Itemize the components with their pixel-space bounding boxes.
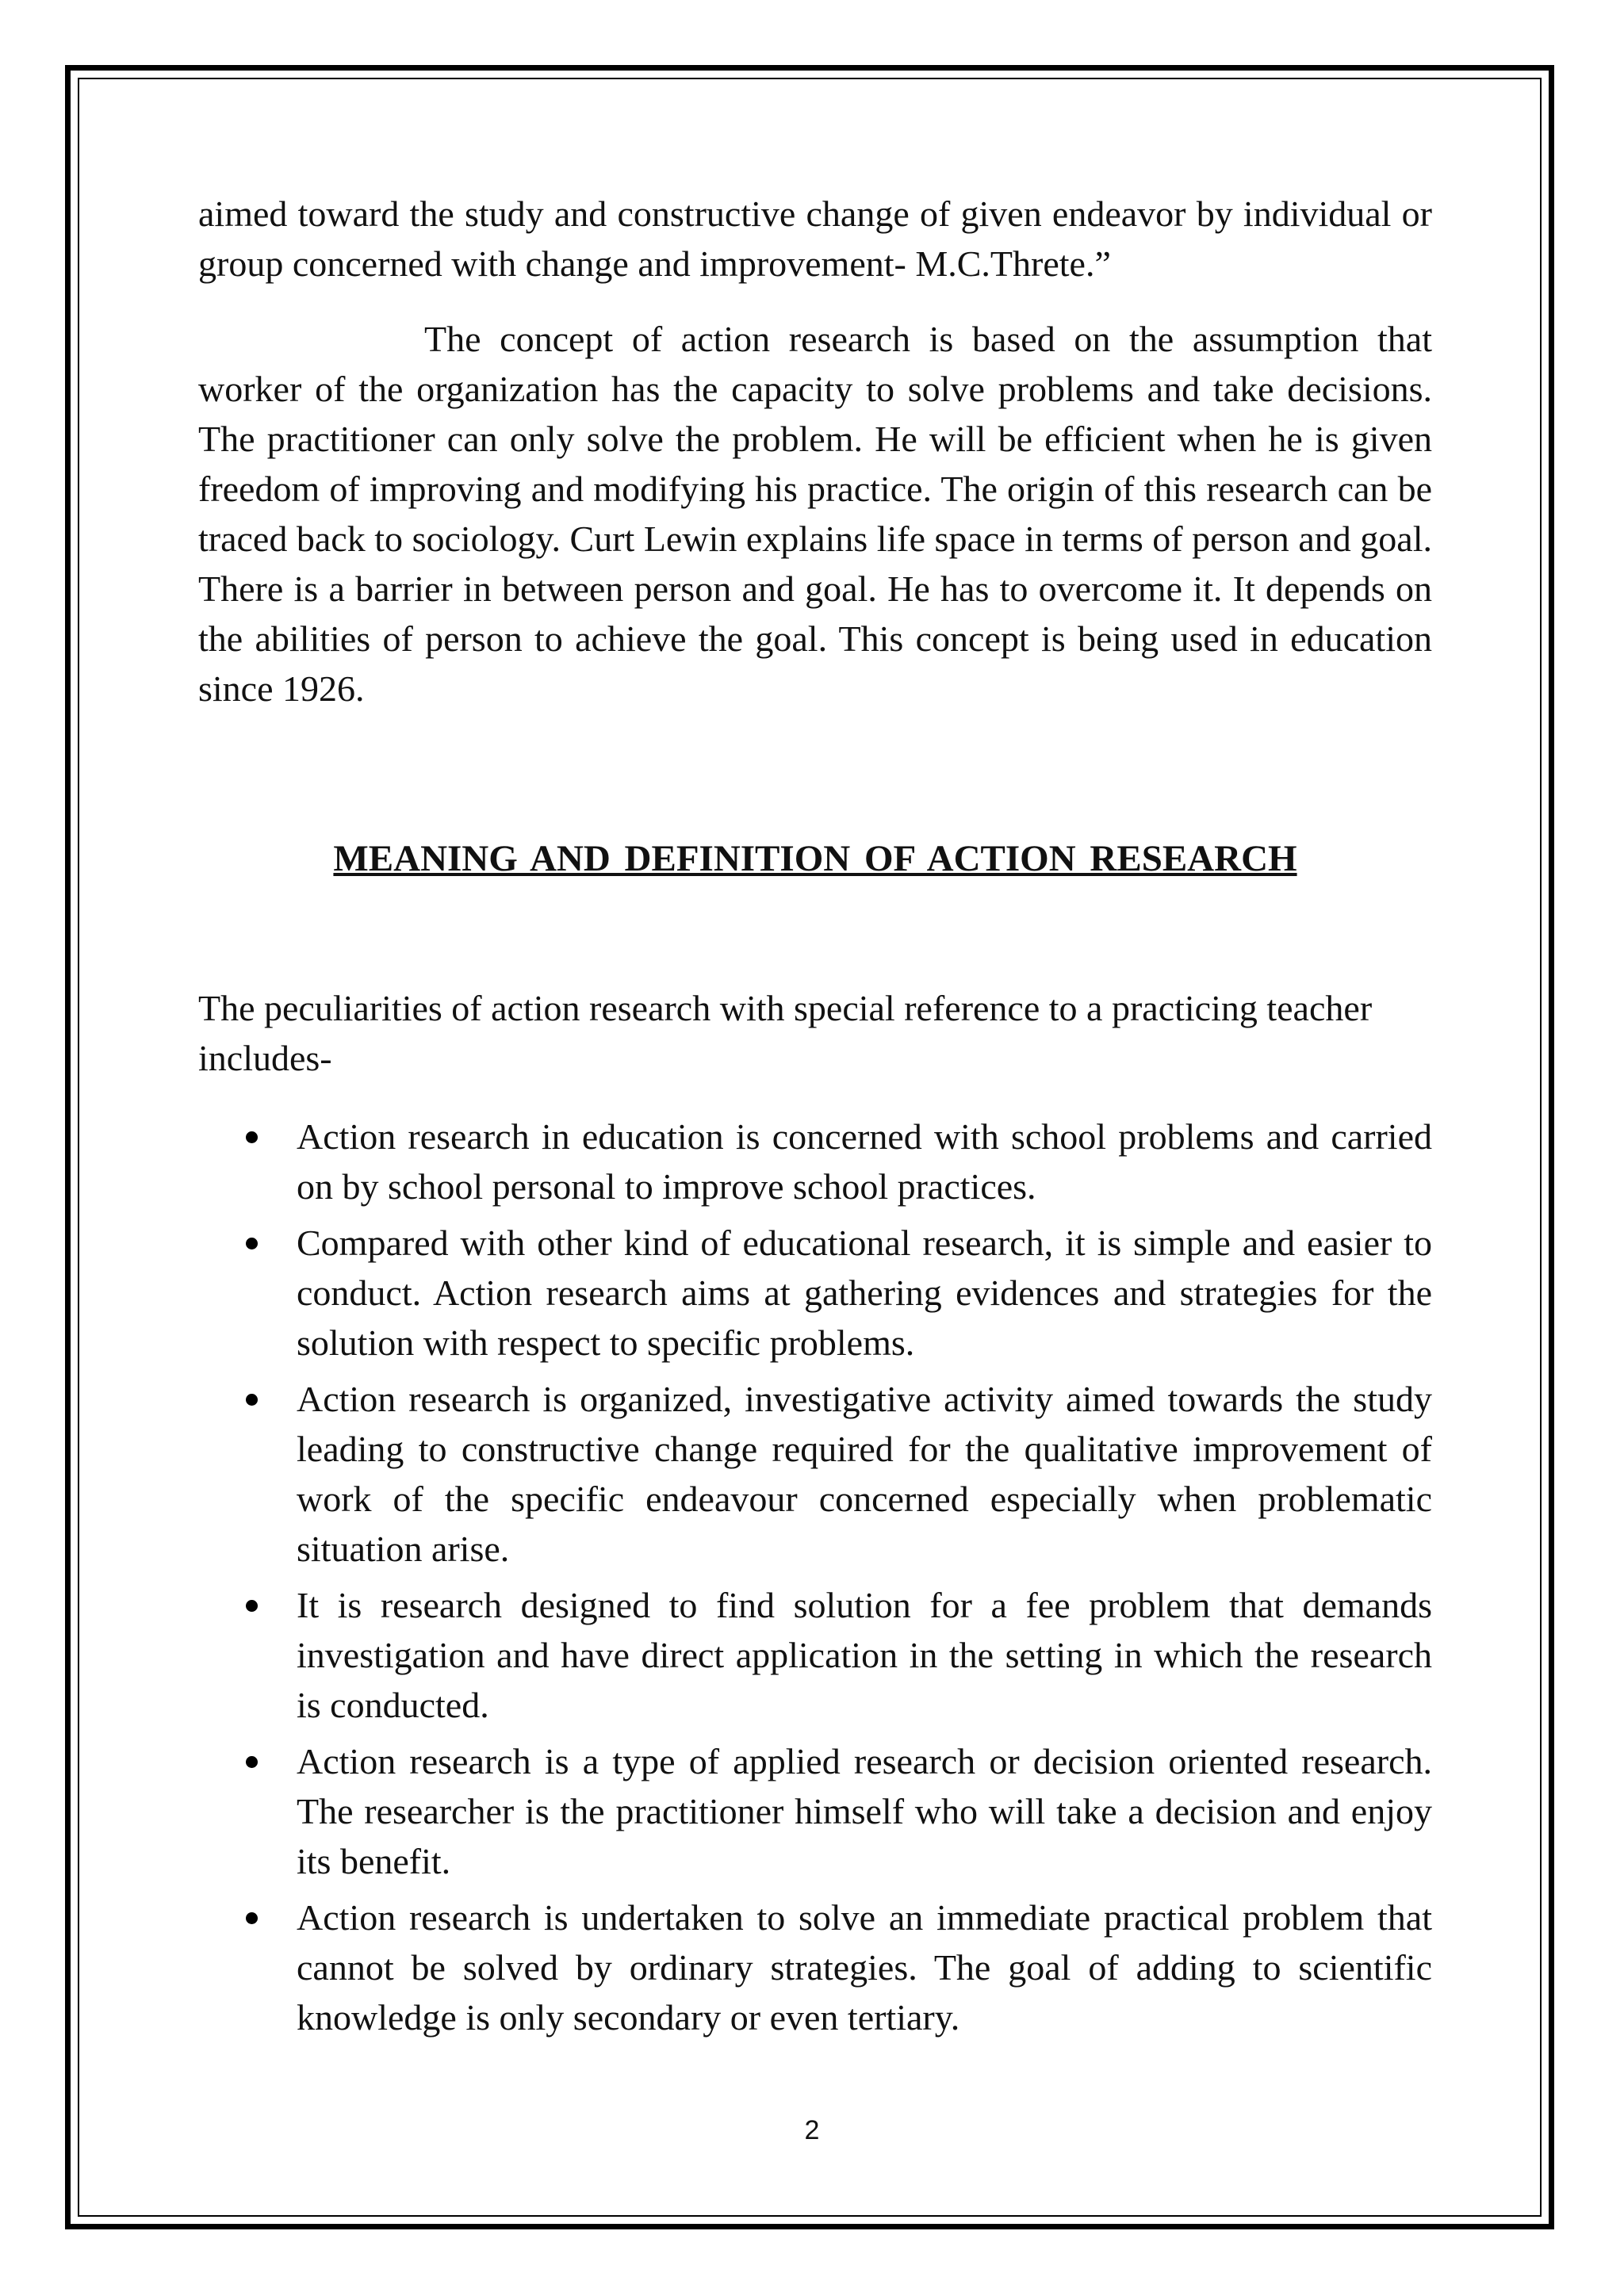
intro-paragraph: The peculiarities of action research with special reference to a practicing teacher includes-	[198, 988, 1373, 1078]
list-item	[198, 1112, 1432, 1211]
bullet-icon	[246, 1756, 258, 1768]
bullet-icon	[246, 1600, 258, 1612]
list-item-text: Compared with other kind of educational research, it is simple and easier to conduct. Action research aims at gathering evidences and strategies for the solution with respect to specific problems.	[297, 1223, 1432, 1363]
page-number: 2	[804, 2115, 820, 2145]
list-item	[198, 1736, 1432, 1886]
list-item-text: Action research is organized, investigative activity aimed towards the study leading to constructive change required for the qualitative improvement of work of the specific endeavour concerned especially when problematic situation arise.	[297, 1379, 1432, 1569]
list-item	[198, 1218, 1432, 1368]
list-item-text: Action research in education is concerned with school problems and carried on by school personal to improve school practices.	[297, 1116, 1432, 1207]
bullet-icon	[246, 1238, 258, 1249]
continuation-paragraph: aimed toward the study and constructive change of given endeavor by individual or group concerned with change and improvement- M.C.Threte.”	[198, 193, 1432, 284]
concept-paragraph: The concept of action research is based on the assumption that worker of the organization has the capacity to solve problems and take decisions. The practitioner can only solve the problem. He will be efficient when he is given freedom of improving and modifying his practice. The origin of this research can be traced back to sociology. Curt Lewin explains life space in terms of person and goal. There is a barrier in between person and goal. He has to overcome it. It depends on the abilities of person to achieve the goal. This concept is being used in education since 1926.	[198, 319, 1432, 709]
list-item-text: Action research is a type of applied research or decision oriented research. The researcher is the practitioner himself who will take a decision and enjoy its benefit.	[297, 1741, 1432, 1881]
peculiarities-list	[198, 1112, 1432, 2042]
bullet-icon	[246, 1131, 258, 1143]
list-item	[198, 1892, 1432, 2042]
list-item	[198, 1580, 1432, 1730]
section-heading: MEANING AND DEFINITION OF ACTION RESEARCH	[333, 838, 1297, 879]
bullet-icon	[246, 1912, 258, 1924]
list-item	[198, 1374, 1432, 1574]
bullet-icon	[246, 1394, 258, 1406]
page-content	[198, 189, 1432, 2049]
list-item-text: It is research designed to find solution for a fee problem that demands investigation and have direct application in the setting in which the research is conducted.	[297, 1585, 1432, 1725]
list-item-text: Action research is undertaken to solve an immediate practical problem that cannot be solved by ordinary strategies. The goal of adding to scientific knowledge is only secondary or even tertiary.	[297, 1897, 1432, 2038]
